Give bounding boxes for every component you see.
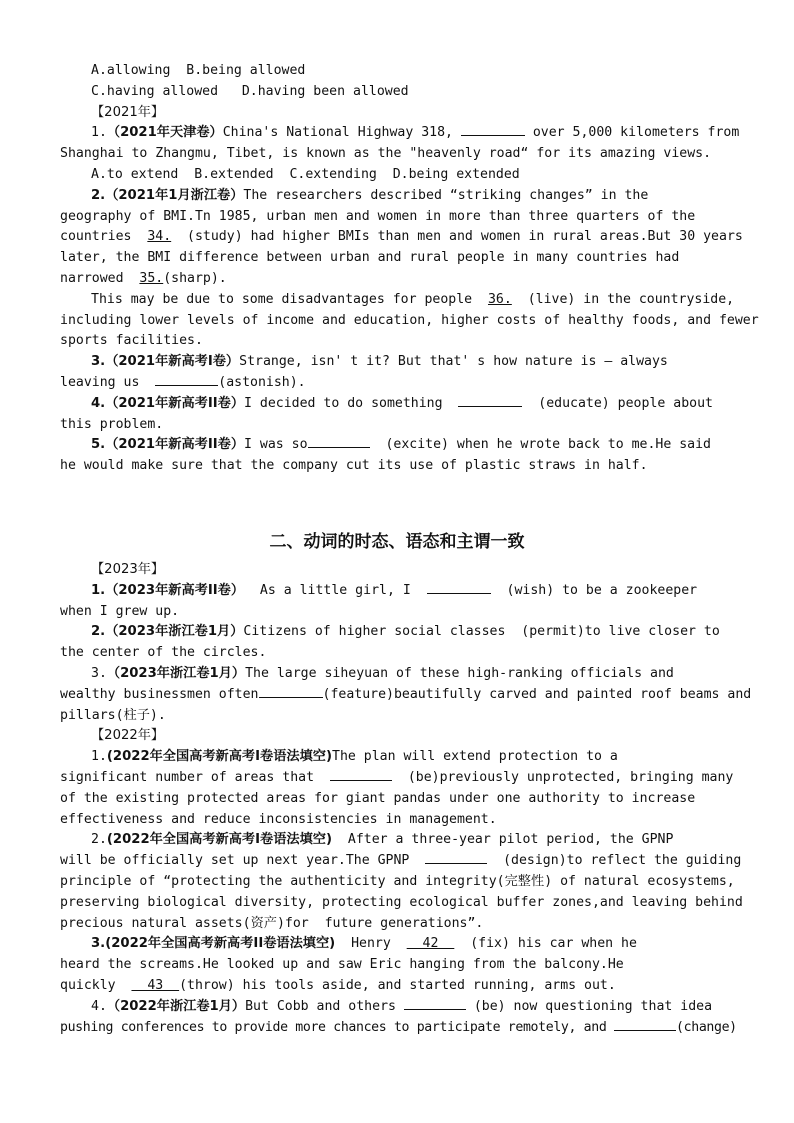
answer-blank[interactable]	[614, 1018, 676, 1031]
question-source: （2021年新高考Ⅰ卷）	[105, 354, 240, 370]
question-2023-3: 3.（2023年浙江卷1月）The large siheyuan of these high-ranking officials and	[91, 665, 674, 681]
answer-blank[interactable]	[259, 685, 323, 698]
question-source: (2022年全国高考新高考Ⅰ卷语法填空)	[106, 832, 332, 848]
question-2021-5: 5.（2021年新高考II卷）I was so (excite) when he wrote back to me.He said	[91, 437, 711, 453]
question-2021-1: 1.（2021年天津卷）China's National Highway 318, over 5,000 kilometers from	[91, 125, 740, 141]
question-2022-4: 4.（2022年浙江卷1月）But Cobb and others (be) now questioning that idea	[91, 998, 713, 1014]
question-source: （2023年浙江卷1月）	[105, 624, 244, 640]
answer-blank[interactable]	[308, 435, 370, 448]
answer-blank[interactable]	[458, 394, 522, 407]
answer-blank-35[interactable]: 35.	[139, 270, 164, 286]
answer-blank[interactable]	[425, 851, 487, 864]
document-page-section-2: 【2023年】 1.（2023年新高考II卷） As a little girl, I (wish) to be a zookeeper when I grew up. 2.（2023年浙江卷1月）Citizens of higher social classes (permit)to live closer to the center of the circles. 3.（2023年浙江卷1月）The large siheyuan of these high-ranking officials and wealthy businessmen often (feature)beautifully carved and painted roof beams and pillars(柱子). 【2022年】 1.(2022年全国高考新高考Ⅰ卷语法填空)The plan will extend protection to a significant number of areas that (be)previously unprotected, bringing many of the existing protected areas for giant pandas under one authority to increase effectiveness and reduce inconsistencies in management. 2.(2022年全国高考新高考Ⅰ卷语法填空) After a three-year pilot period, the GPNP will be officially set up next year.The GPNP (design)to reflect the guiding principle of “protecting the authenticity and integrity(完整性) of natural ecosystems, preserving biological diversity, protecting ecological buffer zones,and leaving behind precious natural assets(资产)for future generations”. 3.(2022年全国高考新高考II卷语法填空) Henry 42 (fix) his car when he heard the screams.He looked up and saw Eric hanging from the balcony.He quickly 43 (throw) his tools aside, and started running, arms out. 4.（2022年浙江卷1月）But Cobb and others (be) now questioning that idea pushing conferences to provide more chances to participate remotely, and (change)	[60, 562, 752, 1035]
options-line: A.to extend B.extended C.extending D.being extended	[91, 166, 520, 182]
question-source: （2021年新高考II卷）	[105, 437, 245, 453]
answer-blank-36[interactable]: 36.	[487, 291, 512, 307]
question-source: （2023年新高考II卷）	[105, 582, 245, 598]
year-heading: 【2021年】	[91, 104, 165, 120]
question-source: (2022年全国高考新高考II卷语法填空)	[105, 936, 336, 952]
answer-blank[interactable]	[427, 581, 491, 594]
question-2022-2: 2.(2022年全国高考新高考Ⅰ卷语法填空) After a three-year pilot period, the GPNP	[91, 832, 674, 848]
answer-blank[interactable]	[155, 373, 218, 386]
answer-blank-34[interactable]: 34.	[147, 229, 172, 245]
answer-blank[interactable]	[461, 123, 525, 136]
document-page: A.allowing B.being allowed C.having allowed D.having been allowed 【2021年】 1.（2021年天津卷）China's National Highway 318, over 5,000 kilometers from Shanghai to Zhangmu, Tibet, is known as the "heavenly road“ for its amazing views. A.to extend B.extended C.extending D.being extended 2.（2021年1月浙江卷）The researchers described “striking changes” in the geography of BMI.Tn 1985, urban men and women in more than three quarters of the countries 34. (study) had higher BMIs than men and women in rural areas.But 30 years later, the BMI difference between urban and rural people in many countries had narrowed 35.(sharp). This may be due to some disadvantages for people 36. (live) in the countryside, including lower levels of income and education, higher costs of healthy foods, and fewer sports facilities. 3.（2021年新高考Ⅰ卷）Strange, isn' t it? But that' s how nature is — always leaving us (astonish). 4.（2021年新高考II卷）I decided to do something (educate) people about this problem. 5.（2021年新高考II卷）I was so (excite) when he wrote back to me.He said he would make sure that the company cut its use of plastic straws in half.	[60, 63, 759, 474]
options-line: A.allowing B.being allowed	[91, 63, 306, 78]
question-source: （2022年浙江卷1月）	[106, 998, 246, 1014]
question-2021-4: 4.（2021年新高考II卷）I decided to do something (educate) people about	[91, 395, 713, 411]
question-source: （2023年浙江卷1月）	[106, 665, 246, 681]
question-2022-3: 3.(2022年全国高考新高考II卷语法填空) Henry 42 (fix) his car when he	[91, 936, 637, 952]
options-line: C.having allowed D.having been allowed	[91, 83, 409, 99]
answer-blank-42[interactable]: 42	[406, 936, 455, 952]
question-source: （2021年新高考II卷）	[105, 395, 245, 411]
question-source: (2022年全国高考新高考Ⅰ卷语法填空)	[106, 749, 332, 765]
year-heading: 【2023年】	[91, 562, 165, 577]
question-2021-2: 2.（2021年1月浙江卷）The researchers described “striking changes” in the	[91, 187, 649, 203]
section-title: 二、动词的时态、语态和主谓一致	[269, 532, 525, 552]
question-source: （2021年天津卷）	[106, 125, 223, 141]
question-2023-2: 2.（2023年浙江卷1月）Citizens of higher social classes (permit)to live closer to	[91, 624, 720, 640]
answer-blank-43[interactable]: 43	[131, 977, 180, 993]
question-2021-3: 3.（2021年新高考Ⅰ卷）Strange, isn' t it? But that' s how nature is — always	[91, 354, 668, 370]
answer-blank[interactable]	[404, 997, 466, 1010]
question-2023-1: 1.（2023年新高考II卷） As a little girl, I (wish) to be a zookeeper	[91, 582, 698, 598]
year-heading: 【2022年】	[91, 728, 165, 744]
answer-blank[interactable]	[330, 768, 392, 781]
question-2022-1: 1.(2022年全国高考新高考Ⅰ卷语法填空)The plan will extend protection to a	[91, 749, 618, 765]
question-source: （2021年1月浙江卷）	[105, 187, 244, 203]
